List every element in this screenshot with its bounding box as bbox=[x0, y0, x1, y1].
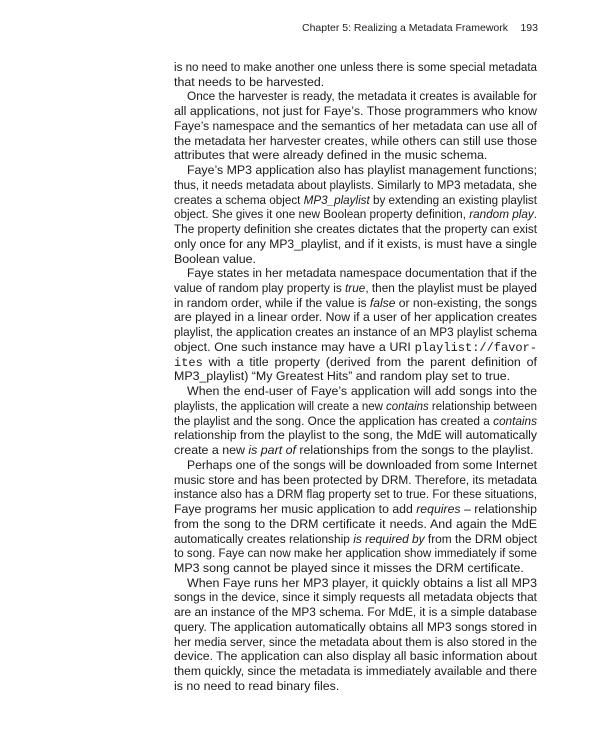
text-segment: them quickly, since the metadata is immediately available and there bbox=[174, 664, 537, 679]
italic-text: contains bbox=[386, 398, 429, 413]
text-line bbox=[174, 252, 537, 267]
text-segment: her media server, since the metadata about them is also stored in the bbox=[174, 634, 537, 649]
text-line bbox=[174, 148, 537, 163]
paragraph bbox=[174, 576, 537, 694]
text-line bbox=[174, 546, 537, 561]
paragraph bbox=[174, 89, 537, 163]
text-segment: the metadata her harvester creates, while others can still use those bbox=[174, 133, 537, 148]
italic-text: random play bbox=[469, 207, 534, 222]
text-segment: relationship from the playlist to the song, the MdE will automatically bbox=[174, 428, 537, 443]
code-text: playlist://favor- bbox=[414, 340, 537, 355]
text-segment: all applications, not just for Faye’s. Those programmers who know bbox=[174, 104, 537, 119]
text-segment: playlist, the application creates an instance of an MP3 playlist schema bbox=[174, 325, 537, 340]
text-segment: to song. Faye can now make her application show immediately if some bbox=[174, 546, 537, 561]
text-segment: only once for any MP3_playlist, and if it exists, is must have a single bbox=[174, 236, 537, 251]
text-line bbox=[174, 664, 537, 679]
text-segment: that needs to be harvested. bbox=[174, 74, 325, 89]
text-segment: When the end-user of Faye’s application will add songs into the bbox=[187, 384, 537, 399]
text-line bbox=[174, 532, 537, 547]
text-line bbox=[174, 502, 537, 517]
text-segment: MP3 song cannot be played since it misses the DRM certificate. bbox=[174, 560, 524, 575]
text-segment: is no need to read binary files. bbox=[174, 678, 340, 693]
text-line bbox=[174, 60, 537, 75]
text-line bbox=[174, 119, 537, 134]
text-line bbox=[174, 487, 537, 502]
paragraph bbox=[174, 60, 537, 89]
paragraph bbox=[174, 266, 537, 384]
text-segment: query. The application automatically obtains all MP3 songs stored in bbox=[174, 619, 537, 634]
text-segment: or non-existing, the songs bbox=[395, 295, 537, 310]
text-segment: with a title property (derived from the parent definition of bbox=[202, 354, 537, 369]
text-segment: create a new bbox=[174, 443, 249, 458]
text-line bbox=[174, 414, 537, 429]
text-segment: attributes that were already defined in the music schema. bbox=[174, 148, 488, 163]
text-segment: device. The application can also display all basic information about bbox=[174, 649, 537, 664]
text-line bbox=[174, 325, 537, 340]
text-line bbox=[174, 620, 537, 635]
text-line bbox=[174, 266, 537, 281]
text-segment: Boolean value. bbox=[174, 251, 256, 266]
text-segment: is no need to make another one unless there is some special metadata bbox=[174, 60, 537, 74]
text-line bbox=[174, 89, 537, 104]
text-segment: instance also has a DRM flag property set to true. For these situations, bbox=[174, 487, 537, 502]
text-segment: thus, it needs metadata about playlists. Similarly to MP3 metadata, she bbox=[174, 177, 537, 192]
italic-text: true bbox=[345, 281, 366, 296]
text-segment: playlists, the application will create a new bbox=[174, 398, 387, 413]
text-segment: relationships from the songs to the playlist. bbox=[295, 443, 534, 458]
text-line bbox=[174, 281, 537, 296]
text-line bbox=[174, 576, 537, 591]
italic-text: is part of bbox=[248, 443, 296, 458]
page-number: 193 bbox=[520, 22, 538, 34]
text-segment: creates a schema object bbox=[174, 192, 304, 207]
text-line bbox=[174, 605, 537, 620]
text-line bbox=[174, 207, 537, 222]
text-segment: music store and has been protected by DRM. Therefore, its metadata bbox=[174, 472, 537, 487]
chapter-title: Chapter 5: Realizing a Metadata Framework bbox=[301, 22, 508, 34]
text-segment: When Faye runs her MP3 player, it quickly obtains a list all MP3 bbox=[187, 575, 537, 590]
text-line bbox=[174, 310, 537, 325]
text-line bbox=[174, 649, 537, 664]
text-line bbox=[174, 296, 537, 311]
text-line bbox=[174, 104, 537, 119]
text-line bbox=[174, 369, 537, 384]
text-line bbox=[174, 384, 537, 399]
text-line bbox=[174, 134, 537, 149]
italic-text: false bbox=[369, 295, 396, 310]
text-line bbox=[174, 635, 537, 650]
text-segment: Perhaps one of the songs will be downloaded from some Internet bbox=[187, 457, 537, 472]
italic-text: is required by bbox=[353, 531, 425, 546]
text-segment: from the DRM object bbox=[424, 531, 537, 546]
text-segment: MP3_playlist) “My Greatest Hits” and random play set to true. bbox=[174, 369, 511, 384]
text-segment: The property definition she creates dictates that the property can exist bbox=[174, 222, 537, 237]
text-segment: object. She gives it one new Boolean property definition, bbox=[174, 207, 470, 222]
text-line bbox=[174, 679, 537, 694]
text-line bbox=[174, 163, 537, 178]
text-segment: relationship between bbox=[428, 398, 537, 413]
text-segment: from the song to the DRM certificate it needs. And again the MdE bbox=[174, 516, 537, 531]
text-line bbox=[174, 473, 537, 488]
text-segment: Faye’s MP3 application also has playlist management functions; bbox=[187, 163, 537, 178]
text-segment: songs in the device, since it simply requests all metadata objects that bbox=[174, 590, 537, 605]
text-line bbox=[174, 399, 537, 414]
text-line bbox=[174, 222, 537, 237]
text-line bbox=[174, 355, 537, 370]
text-segment: by extending an existing playlist bbox=[369, 192, 537, 207]
paragraph bbox=[174, 163, 537, 266]
text-line bbox=[174, 517, 537, 532]
text-segment: object. One such instance may have a URI bbox=[174, 339, 415, 354]
text-segment: Faye states in her metadata namespace documentation that if the bbox=[187, 266, 537, 281]
text-line bbox=[174, 178, 537, 193]
text-segment: , then the playlist must be played bbox=[365, 281, 537, 296]
body-text bbox=[174, 60, 537, 694]
text-line bbox=[174, 443, 537, 458]
text-line bbox=[174, 193, 537, 208]
text-line bbox=[174, 237, 537, 252]
text-line bbox=[174, 561, 537, 576]
italic-text: MP3_playlist bbox=[303, 192, 370, 207]
text-line bbox=[174, 458, 537, 473]
text-line bbox=[174, 590, 537, 605]
text-segment: Faye programs her music application to add bbox=[174, 502, 417, 517]
text-segment: Once the harvester is ready, the metadata it creates is available for bbox=[187, 89, 537, 104]
italic-text: contains bbox=[493, 413, 537, 428]
text-line bbox=[174, 75, 537, 90]
paragraph bbox=[174, 384, 537, 458]
paragraph bbox=[174, 458, 537, 576]
text-segment: are an instance of the MP3 schema. For MdE, it is a simple database bbox=[174, 605, 537, 620]
running-header bbox=[174, 22, 538, 38]
text-line bbox=[174, 428, 537, 443]
text-segment: value of random play property is bbox=[174, 281, 346, 296]
text-segment: are played in a linear order. Now if a user of her application creates bbox=[174, 310, 537, 325]
text-segment: in random order, while if the value is bbox=[174, 295, 370, 310]
text-segment: the playlist and the song. Once the application has created a bbox=[174, 413, 494, 428]
code-text: ites bbox=[174, 355, 203, 370]
text-segment: automatically creates relationship bbox=[174, 531, 354, 546]
text-segment: Faye’s namespace and the semantics of her metadata can use all of bbox=[174, 118, 537, 133]
text-segment: . bbox=[533, 207, 537, 222]
text-segment: – relationship bbox=[460, 502, 537, 517]
text-line bbox=[174, 340, 537, 355]
italic-text: requires bbox=[416, 502, 461, 517]
